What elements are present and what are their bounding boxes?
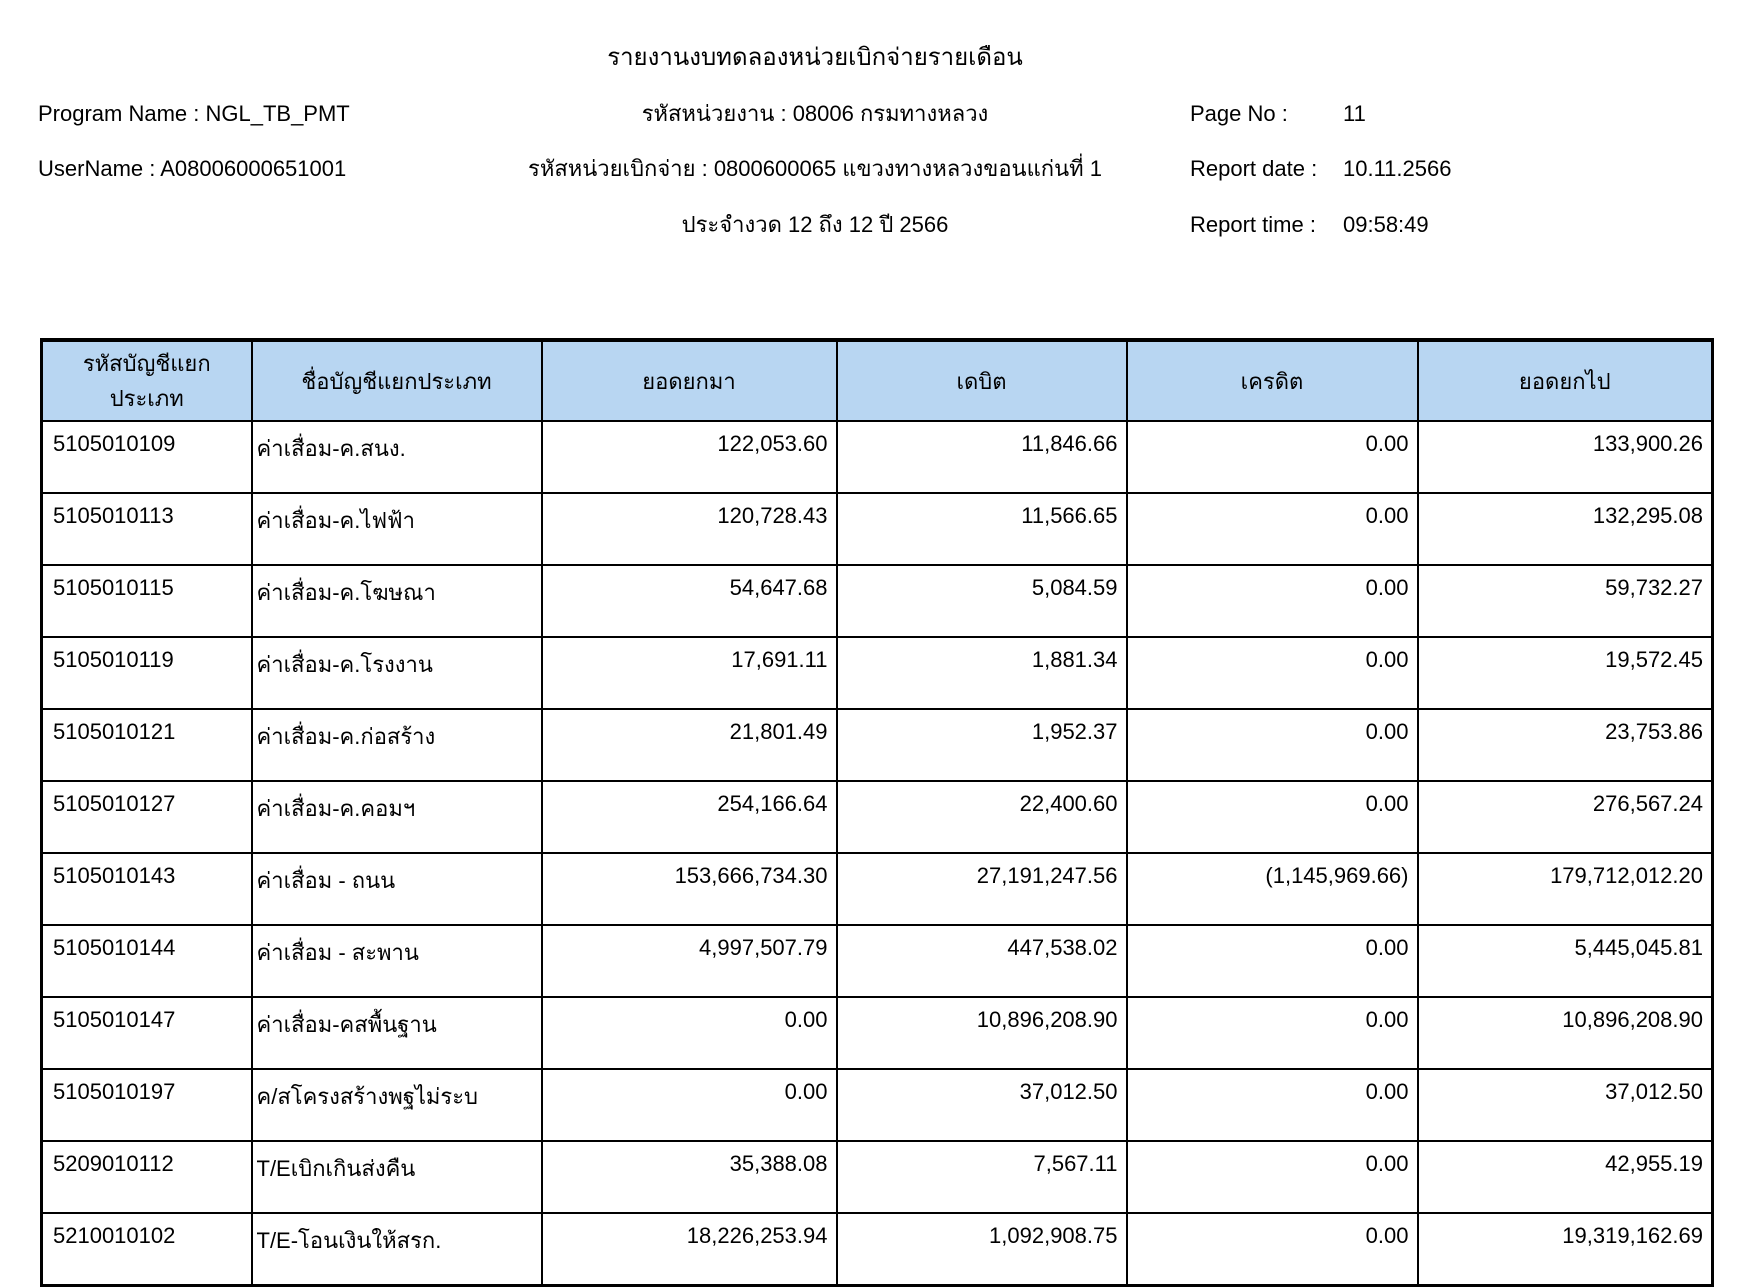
program-name-line: Program Name : NGL_TB_PMT [38, 101, 350, 126]
column-header-account-name: ชื่อบัญชีแยกประเภท [252, 340, 542, 421]
cell-closing-balance: 19,319,162.69 [1418, 1213, 1713, 1286]
table-row [42, 781, 1713, 853]
cell-opening-balance: 4,997,507.79 [542, 925, 837, 997]
cell-debit: 1,881.34 [837, 637, 1127, 709]
cell-account-name: ค่าเสื่อม-ค.โรงงาน [252, 637, 542, 709]
cell-account-code: 5209010112 [42, 1141, 252, 1213]
table-row [42, 1141, 1713, 1213]
table-row [42, 925, 1713, 997]
cell-account-name: ค/สโครงสร้างพฐไม่ระบ [252, 1069, 542, 1141]
cell-opening-balance: 0.00 [542, 997, 837, 1069]
cell-closing-balance: 59,732.27 [1418, 565, 1713, 637]
cell-closing-balance: 5,445,045.81 [1418, 925, 1713, 997]
user-name-line: UserName : A08006000651001 [38, 156, 347, 181]
cell-credit: 0.00 [1127, 421, 1418, 493]
table-row [42, 1213, 1713, 1286]
cell-account-code: 5105010143 [42, 853, 252, 925]
report-time-value: 09:58:49 [1343, 212, 1429, 237]
cell-account-name: ค่าเสื่อม - สะพาน [252, 925, 542, 997]
trial-balance-table [40, 338, 1714, 1287]
cell-debit: 5,084.59 [837, 565, 1127, 637]
cell-credit: 0.00 [1127, 709, 1418, 781]
cell-debit: 1,092,908.75 [837, 1213, 1127, 1286]
table-row [42, 637, 1713, 709]
cell-account-code: 5210010102 [42, 1213, 252, 1286]
agency-line: รหัสหน่วยงาน : 08006 กรมทางหลวง [641, 101, 989, 126]
cell-account-code: 5105010115 [42, 565, 252, 637]
cell-debit: 10,896,208.90 [837, 997, 1127, 1069]
column-header-debit: เดบิต [837, 340, 1127, 421]
cell-credit: 0.00 [1127, 565, 1418, 637]
cell-closing-balance: 19,572.45 [1418, 637, 1713, 709]
cell-account-code: 5105010197 [42, 1069, 252, 1141]
cell-closing-balance: 10,896,208.90 [1418, 997, 1713, 1069]
table-row [42, 565, 1713, 637]
table-row [42, 997, 1713, 1069]
cell-account-name: ค่าเสื่อม-คสพื้นฐาน [252, 997, 542, 1069]
period-line: ประจำงวด 12 ถึง 12 ปี 2566 [681, 212, 949, 237]
cell-account-code: 5105010144 [42, 925, 252, 997]
report-date-value: 10.11.2566 [1343, 156, 1452, 181]
trial-balance-table-wrap [40, 338, 1714, 1287]
cell-closing-balance: 276,567.24 [1418, 781, 1713, 853]
report-date-label: Report date : [1190, 156, 1318, 181]
cell-opening-balance: 0.00 [542, 1069, 837, 1141]
cell-credit: 0.00 [1127, 493, 1418, 565]
cell-opening-balance: 153,666,734.30 [542, 853, 837, 925]
column-header-account-code: รหัสบัญชีแยกประเภท [42, 340, 252, 421]
table-body [42, 421, 1713, 1286]
cell-debit: 1,952.37 [837, 709, 1127, 781]
table-row [42, 1069, 1713, 1141]
cell-debit: 27,191,247.56 [837, 853, 1127, 925]
table-header-row [42, 340, 1713, 421]
cell-opening-balance: 122,053.60 [542, 421, 837, 493]
cell-closing-balance: 37,012.50 [1418, 1069, 1713, 1141]
cell-account-code: 5105010109 [42, 421, 252, 493]
cell-credit: 0.00 [1127, 637, 1418, 709]
page-no-value: 11 [1343, 101, 1366, 126]
cell-closing-balance: 133,900.26 [1418, 421, 1713, 493]
cell-opening-balance: 18,226,253.94 [542, 1213, 837, 1286]
table-row [42, 853, 1713, 925]
table-row [42, 493, 1713, 565]
column-header-closing-balance: ยอดยกไป [1418, 340, 1713, 421]
cell-credit: 0.00 [1127, 1069, 1418, 1141]
cell-account-name: T/Eเบิกเกินส่งคืน [252, 1141, 542, 1213]
cell-account-code: 5105010121 [42, 709, 252, 781]
cell-debit: 11,846.66 [837, 421, 1127, 493]
cell-credit: 0.00 [1127, 1213, 1418, 1286]
cell-account-name: ค่าเสื่อม-ค.คอมฯ [252, 781, 542, 853]
cell-opening-balance: 17,691.11 [542, 637, 837, 709]
cell-closing-balance: 23,753.86 [1418, 709, 1713, 781]
cell-credit: 0.00 [1127, 1141, 1418, 1213]
cell-debit: 22,400.60 [837, 781, 1127, 853]
cell-opening-balance: 35,388.08 [542, 1141, 837, 1213]
disbursement-unit-line: รหัสหน่วยเบิกจ่าย : 0800600065 แขวงทางหลวงขอนแก่นที่ 1 [528, 156, 1102, 181]
cell-closing-balance: 132,295.08 [1418, 493, 1713, 565]
cell-opening-balance: 254,166.64 [542, 781, 837, 853]
cell-credit: (1,145,969.66) [1127, 853, 1418, 925]
column-header-opening-balance: ยอดยกมา [542, 340, 837, 421]
cell-account-name: T/E-โอนเงินให้สรก. [252, 1213, 542, 1286]
table-row [42, 709, 1713, 781]
cell-credit: 0.00 [1127, 997, 1418, 1069]
column-header-credit: เครดิต [1127, 340, 1418, 421]
cell-account-code: 5105010113 [42, 493, 252, 565]
cell-closing-balance: 179,712,012.20 [1418, 853, 1713, 925]
cell-account-name: ค่าเสื่อม-ค.ก่อสร้าง [252, 709, 542, 781]
cell-credit: 0.00 [1127, 781, 1418, 853]
cell-account-code: 5105010147 [42, 997, 252, 1069]
cell-opening-balance: 54,647.68 [542, 565, 837, 637]
cell-credit: 0.00 [1127, 925, 1418, 997]
cell-opening-balance: 21,801.49 [542, 709, 837, 781]
cell-account-code: 5105010127 [42, 781, 252, 853]
report-title: รายงานงบทดลองหน่วยเบิกจ่ายรายเดือน [607, 44, 1023, 71]
table-row [42, 421, 1713, 493]
cell-debit: 37,012.50 [837, 1069, 1127, 1141]
cell-opening-balance: 120,728.43 [542, 493, 837, 565]
cell-account-name: ค่าเสื่อม-ค.โฆษณา [252, 565, 542, 637]
cell-account-name: ค่าเสื่อม-ค.ไฟฟ้า [252, 493, 542, 565]
cell-debit: 7,567.11 [837, 1141, 1127, 1213]
report-time-label: Report time : [1190, 212, 1316, 237]
cell-account-name: ค่าเสื่อม - ถนน [252, 853, 542, 925]
cell-account-name: ค่าเสื่อม-ค.สนง. [252, 421, 542, 493]
cell-debit: 11,566.65 [837, 493, 1127, 565]
cell-closing-balance: 42,955.19 [1418, 1141, 1713, 1213]
cell-account-code: 5105010119 [42, 637, 252, 709]
cell-debit: 447,538.02 [837, 925, 1127, 997]
page-no-label: Page No : [1190, 101, 1288, 126]
